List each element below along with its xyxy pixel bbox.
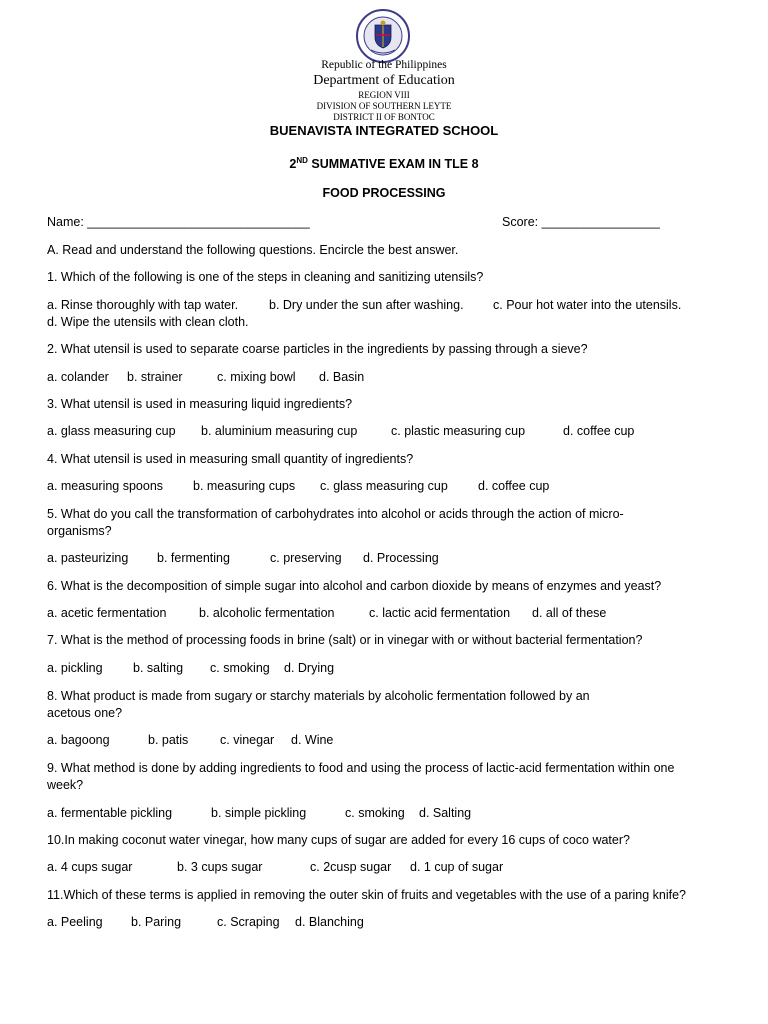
q1-option-d[interactable]: d. Wipe the utensils with clean cloth. bbox=[47, 315, 249, 329]
subject-title: FOOD PROCESSING bbox=[322, 186, 446, 200]
q9-option-d[interactable]: d. Salting bbox=[419, 806, 472, 820]
question-8-cont: acetous one? bbox=[47, 706, 123, 720]
q10-option-c[interactable]: c. 2cusp sugar bbox=[310, 860, 392, 874]
q5-option-b[interactable]: b. fermenting bbox=[157, 551, 230, 565]
question-1: 1. Which of the following is one of the steps in cleaning and sanitizing utensils? bbox=[47, 270, 484, 284]
q11-option-d[interactable]: d. Blanching bbox=[295, 915, 364, 929]
q10-option-b[interactable]: b. 3 cups sugar bbox=[177, 860, 263, 874]
exam-title bbox=[0, 156, 768, 171]
q5-option-a[interactable]: a. pasteurizing bbox=[47, 551, 129, 565]
q10-option-a[interactable]: a. 4 cups sugar bbox=[47, 860, 133, 874]
q2-option-a[interactable]: a. colander bbox=[47, 370, 109, 384]
question-5-cont: organisms? bbox=[47, 524, 112, 538]
question-7: 7. What is the method of processing foods in brine (salt) or in vinegar with or without bacterial fermentation? bbox=[47, 633, 643, 647]
division-line: DIVISION OF SOUTHERN LEYTE bbox=[316, 101, 452, 111]
q5-option-d[interactable]: d. Processing bbox=[363, 551, 439, 565]
region-line: REGION VIII bbox=[358, 90, 410, 100]
q1-option-c[interactable]: c. Pour hot water into the utensils. bbox=[493, 298, 682, 312]
school-name: BUENAVISTA INTEGRATED SCHOOL bbox=[269, 123, 499, 138]
q9-option-c[interactable]: c. smoking bbox=[345, 806, 405, 820]
q10-option-d[interactable]: d. 1 cup of sugar bbox=[410, 860, 504, 874]
deped-seal bbox=[351, 8, 415, 64]
question-11: 11.Which of these terms is applied in removing the outer skin of fruits and vegetables with the use of a paring knife? bbox=[47, 888, 687, 902]
q7-option-d[interactable]: d. Drying bbox=[284, 661, 335, 675]
score-field[interactable]: Score: _________________ bbox=[502, 215, 660, 229]
q6-option-a[interactable]: a. acetic fermentation bbox=[47, 606, 167, 620]
name-field[interactable]: Name: ________________________________ bbox=[47, 215, 310, 229]
q8-option-d[interactable]: d. Wine bbox=[291, 733, 334, 747]
q3-option-c[interactable]: c. plastic measuring cup bbox=[391, 424, 526, 438]
q1-option-b[interactable]: b. Dry under the sun after washing. bbox=[269, 298, 464, 312]
q3-option-b[interactable]: b. aluminium measuring cup bbox=[201, 424, 358, 438]
q7-option-c[interactable]: c. smoking bbox=[210, 661, 270, 675]
q5-option-c[interactable]: c. preserving bbox=[270, 551, 342, 565]
question-8: 8. What product is made from sugary or starchy materials by alcoholic fermentation followed by an bbox=[47, 689, 590, 703]
q2-option-d[interactable]: d. Basin bbox=[319, 370, 365, 384]
q11-option-c[interactable]: c. Scraping bbox=[217, 915, 280, 929]
question-6: 6. What is the decomposition of simple sugar into alcohol and carbon dioxide by means of enzymes and yeast? bbox=[47, 579, 662, 593]
republic-line: Republic of the Philippines bbox=[321, 59, 447, 71]
q2-option-c[interactable]: c. mixing bowl bbox=[217, 370, 296, 384]
q4-option-d[interactable]: d. coffee cup bbox=[478, 479, 550, 493]
q8-option-a[interactable]: a. bagoong bbox=[47, 733, 110, 747]
question-5: 5. What do you call the transformation of carbohydrates into alcohol or acids through the action of micro- bbox=[47, 507, 624, 521]
q11-option-a[interactable]: a. Peeling bbox=[47, 915, 103, 929]
q8-option-b[interactable]: b. patis bbox=[148, 733, 189, 747]
department-line: Department of Education bbox=[313, 73, 455, 88]
q4-option-c[interactable]: c. glass measuring cup bbox=[320, 479, 448, 493]
q7-option-a[interactable]: a. pickling bbox=[47, 661, 103, 675]
q3-option-d[interactable]: d. coffee cup bbox=[563, 424, 635, 438]
question-3: 3. What utensil is used in measuring liquid ingredients? bbox=[47, 397, 353, 411]
district-line: DISTRICT II OF BONTOC bbox=[333, 112, 435, 122]
q2-option-b[interactable]: b. strainer bbox=[127, 370, 183, 384]
exam-title-text: SUMMATIVE EXAM IN TLE 8 bbox=[307, 157, 479, 172]
q8-option-c[interactable]: c. vinegar bbox=[220, 733, 275, 747]
question-9-cont: week? bbox=[47, 778, 84, 792]
q6-option-c[interactable]: c. lactic acid fermentation bbox=[369, 606, 511, 620]
q9-option-a[interactable]: a. fermentable pickling bbox=[47, 806, 173, 820]
q6-option-d[interactable]: d. all of these bbox=[532, 606, 607, 620]
instructions: A. Read and understand the following questions. Encircle the best answer. bbox=[47, 243, 459, 257]
q3-option-a[interactable]: a. glass measuring cup bbox=[47, 424, 176, 438]
q4-option-a[interactable]: a. measuring spoons bbox=[47, 479, 164, 493]
q1-option-a[interactable]: a. Rinse thoroughly with tap water. bbox=[47, 298, 239, 312]
question-2: 2. What utensil is used to separate coarse particles in the ingredients by passing through a sieve? bbox=[47, 342, 588, 356]
question-4: 4. What utensil is used in measuring small quantity of ingredients? bbox=[47, 452, 414, 466]
question-9: 9. What method is done by adding ingredients to food and using the process of lactic-acid fermentation within one bbox=[47, 761, 675, 775]
q9-option-b[interactable]: b. simple pickling bbox=[211, 806, 307, 820]
exam-ordinal-suffix: ND bbox=[296, 156, 308, 165]
q11-option-b[interactable]: b. Paring bbox=[131, 915, 182, 929]
q4-option-b[interactable]: b. measuring cups bbox=[193, 479, 296, 493]
exam-ordinal: 2 bbox=[289, 157, 297, 172]
q7-option-b[interactable]: b. salting bbox=[133, 661, 184, 675]
q6-option-b[interactable]: b. alcoholic fermentation bbox=[199, 606, 335, 620]
question-10: 10.In making coconut water vinegar, how many cups of sugar are added for every 16 cups of coco water? bbox=[47, 833, 630, 847]
